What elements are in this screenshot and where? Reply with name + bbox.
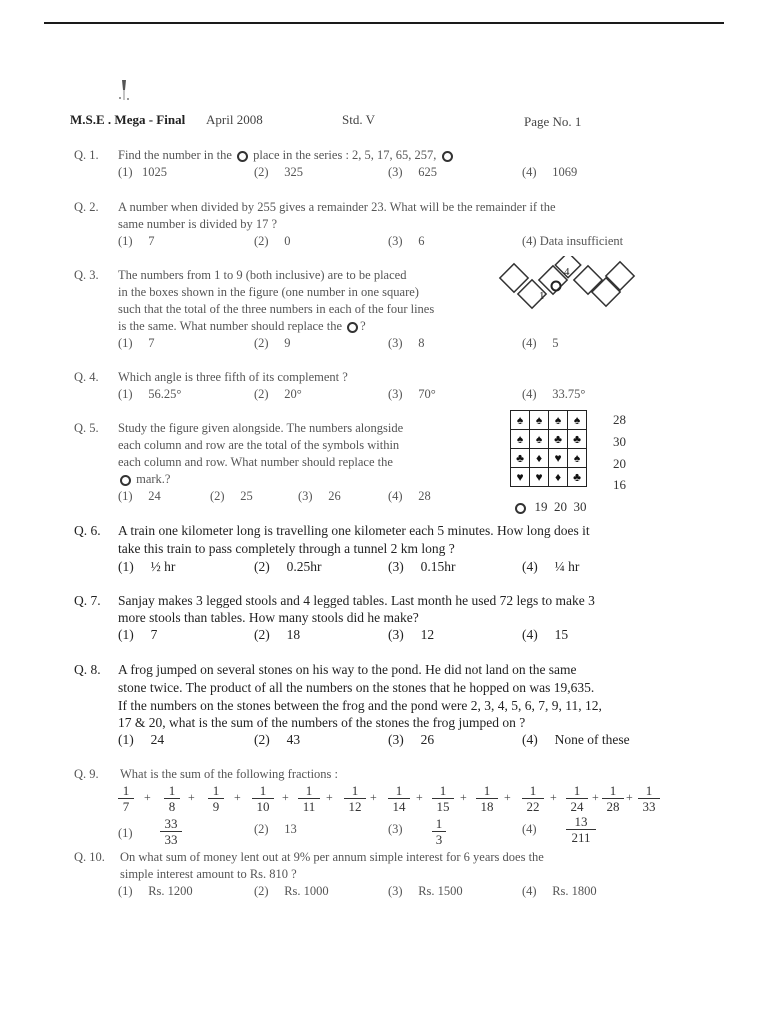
q7-opt1: (1) 7 (118, 627, 158, 642)
q7-line2: more stools than tables. How many stools did he make? (118, 610, 419, 625)
plus-sign: + (282, 790, 289, 804)
q8-opt1: (1) 24 (118, 732, 165, 747)
q10-line2: simple interest amount to Rs. 810 ? (120, 867, 297, 881)
logo-mark-icon (114, 78, 134, 104)
q3-line3: such that the total of the three numbers in each of the four lines (118, 302, 435, 316)
std-label: Std. V (342, 112, 375, 127)
q5-opt3: (3) 26 (298, 489, 341, 503)
q3-line4: is the same. What number should replace the ? (118, 319, 366, 333)
q2-number: Q. 2. (74, 200, 99, 214)
q8-line2: stone twice. The product of all the numbers on the stones that he hopped on was 19,635. (118, 680, 595, 695)
q2-line1: A number when divided by 255 gives a remainder 23. What will be the remainder if the (118, 200, 556, 214)
q9-opt4-fraction: $\frac{13}{211}$ (566, 814, 596, 845)
fraction: $\frac{1}{12}$ (344, 783, 366, 814)
q10-number: Q. 10. (74, 850, 105, 864)
q2-opt2: (2) 0 (254, 234, 291, 248)
fraction: $\frac{1}{18}$ (476, 783, 498, 814)
q4-opt2: (2) 20° (254, 387, 302, 401)
row-total: 16 (613, 477, 626, 492)
fraction: $\frac{1}{15}$ (432, 783, 454, 814)
q2-opt3: (3) 6 (388, 234, 425, 248)
q3-figure-label-4: 4 (564, 266, 570, 278)
circle-mark-icon (347, 322, 358, 333)
q3-opt1: (1) 7 (118, 336, 155, 350)
plus-sign: + (460, 790, 467, 804)
q5-line3: each column and row. What number should replace the (118, 455, 393, 469)
circle-mark-icon (237, 151, 248, 162)
q10-opt4: (4) Rs. 1800 (522, 884, 597, 898)
q3-line1: The numbers from 1 to 9 (both inclusive) are to be placed (118, 268, 407, 282)
q9-number: Q. 9. (74, 767, 99, 781)
q10-opt3: (3) Rs. 1500 (388, 884, 463, 898)
grid-cell: ♣ (511, 449, 530, 468)
plus-sign: + (504, 790, 511, 804)
q1-opt1: (1) 1025 (118, 165, 167, 179)
q3-opt3: (3) 8 (388, 336, 425, 350)
q3-number: Q. 3. (74, 268, 99, 282)
grid-cell: ♠ (511, 430, 530, 449)
q8-line4: 17 & 20, what is the sum of the numbers of the stones the frog jumped on ? (118, 715, 526, 730)
circle-mark-icon (442, 151, 453, 162)
q4-number: Q. 4. (74, 370, 99, 384)
q2-line2: same number is divided by 17 ? (118, 217, 277, 231)
q5-opt2: (2) 25 (210, 489, 253, 503)
fraction: $\frac{1}{22}$ (522, 783, 544, 814)
q8-opt2: (2) 43 (254, 732, 301, 747)
q1-opt2: (2) 325 (254, 165, 303, 179)
q1-opt3: (3) 625 (388, 165, 437, 179)
q5-line4: mark.? (118, 472, 170, 487)
q5-number: Q. 5. (74, 421, 99, 435)
q8-opt4: (4) None of these (522, 732, 630, 747)
q10-opt2: (2) Rs. 1000 (254, 884, 329, 898)
q6-opt4: (4) ¼ hr (522, 559, 580, 574)
q3-figure-label-1: 1 (539, 290, 545, 302)
q3-opt4: (4) 5 (522, 336, 559, 350)
q4-opt1: (1) 56.25° (118, 387, 182, 401)
plus-sign: + (326, 790, 333, 804)
q4-line1: Which angle is three fifth of its complement ? (118, 370, 348, 384)
grid-cell: ♠ (530, 411, 549, 430)
q9-opt4-label: (4) (522, 822, 537, 836)
fraction: $\frac{1}{14}$ (388, 783, 410, 814)
q7-number: Q. 7. (74, 593, 101, 608)
q7-opt2: (2) 18 (254, 627, 301, 642)
q6-opt1: (1) ½ hr (118, 559, 176, 574)
q2-opt4: (4) Data insufficient (522, 234, 624, 248)
q10-opt1: (1) Rs. 1200 (118, 884, 193, 898)
grid-cell: ♣ (549, 430, 568, 449)
q1-number: Q. 1. (74, 148, 99, 162)
q1-text: Find the number in the place in the series : 2, 5, 17, 65, 257, (118, 148, 455, 163)
q9-opt2: (2) 13 (254, 822, 297, 836)
q8-line1: A frog jumped on several stones on his way to the pond. He did not land on the same (118, 662, 577, 677)
plus-sign: + (592, 790, 599, 804)
page-number: Page No. 1 (524, 114, 582, 129)
col-totals (513, 499, 587, 515)
fraction: $\frac{1}{7}$ (118, 783, 134, 814)
q6-number: Q. 6. (74, 523, 101, 538)
plus-sign: + (626, 790, 633, 804)
q1-opt4: (4) 1069 (522, 165, 578, 179)
col-total: 19 (534, 499, 548, 514)
plus-sign: + (370, 790, 377, 804)
q7-opt4: (4) 15 (522, 627, 569, 642)
row-total: 30 (613, 434, 626, 449)
grid-cell: ♠ (568, 411, 587, 430)
fraction: $\frac{1}{24}$ (566, 783, 588, 814)
plus-sign: + (550, 790, 557, 804)
grid-cell: ♠ (511, 411, 530, 430)
col-total: 30 (573, 499, 587, 514)
grid-cell: ♥ (511, 468, 530, 487)
header (70, 112, 185, 128)
circle-mark-icon (120, 475, 131, 486)
circle-mark-icon (515, 503, 526, 514)
q4-opt3: (3) 70° (388, 387, 436, 401)
row-total: 28 (613, 412, 626, 427)
exam-date: April 2008 (206, 112, 263, 127)
plus-sign: + (416, 790, 423, 804)
grid-cell: ♣ (568, 430, 587, 449)
row-total: 20 (613, 456, 626, 471)
q5-line2: each column and row are the total of the symbols within (118, 438, 400, 452)
q8-line3: If the numbers on the stones between the frog and the pond were 2, 3, 4, 5, 6, 7, 9, 11, 12, (118, 698, 602, 713)
grid-cell: ♠ (549, 411, 568, 430)
q3-diamond-figure (496, 256, 638, 318)
q8-opt3: (3) 26 (388, 732, 435, 747)
exam-title: M.S.E . Mega - Final (70, 112, 186, 127)
circle-mark-icon (552, 282, 561, 291)
q5-opt4: (4) 28 (388, 489, 431, 503)
q6-line1: A train one kilometer long is travelling one kilometer each 5 minutes. How long does it (118, 523, 590, 538)
q9-opt3-fraction: $\frac{1}{3}$ (432, 816, 446, 847)
q9-line1: What is the sum of the following fractions : (120, 767, 339, 781)
q5-symbol-grid (510, 410, 587, 487)
fraction: $\frac{1}{11}$ (298, 783, 320, 814)
q6-opt3: (3) 0.15hr (388, 559, 456, 574)
grid-cell: ♣ (568, 468, 587, 487)
fraction: $\frac{1}{33}$ (638, 783, 660, 814)
q9-opt1-fraction: $\frac{33}{33}$ (160, 816, 182, 847)
q9-opt3-label: (3) (388, 822, 403, 836)
q3-line2: in the boxes shown in the figure (one number in one square) (118, 285, 419, 299)
q4-opt4: (4) 33.75° (522, 387, 586, 401)
grid-cell: ♥ (549, 449, 568, 468)
grid-cell: ♥ (530, 468, 549, 487)
q10-line1: On what sum of money lent out at 9% per annum simple interest for 6 years does the (120, 850, 544, 864)
fraction: $\frac{1}{28}$ (602, 783, 624, 814)
q7-line1: Sanjay makes 3 legged stools and 4 legged tables. Last month he used 72 legs to make 3 (118, 593, 595, 608)
q5-opt1: (1) 24 (118, 489, 161, 503)
fraction: $\frac{1}{8}$ (164, 783, 180, 814)
q7-opt3: (3) 12 (388, 627, 435, 642)
top-rule (44, 22, 724, 24)
col-total: 20 (554, 499, 567, 514)
q6-opt2: (2) 0.25hr (254, 559, 322, 574)
q6-line2: take this train to pass completely through a tunnel 2 km long ? (118, 541, 455, 556)
plus-sign: + (188, 790, 195, 804)
q9-opt1-label: (1) (118, 826, 133, 840)
q2-opt1: (1) 7 (118, 234, 155, 248)
grid-cell: ♦ (530, 449, 549, 468)
grid-cell: ♦ (549, 468, 568, 487)
q8-number: Q. 8. (74, 662, 101, 677)
plus-sign: + (144, 790, 151, 804)
grid-cell: ♠ (530, 430, 549, 449)
q3-opt2: (2) 9 (254, 336, 291, 350)
plus-sign: + (234, 790, 241, 804)
grid-cell: ♠ (568, 449, 587, 468)
q5-line1: Study the figure given alongside. The numbers alongside (118, 421, 404, 435)
fraction: $\frac{1}{9}$ (208, 783, 224, 814)
fraction: $\frac{1}{10}$ (252, 783, 274, 814)
